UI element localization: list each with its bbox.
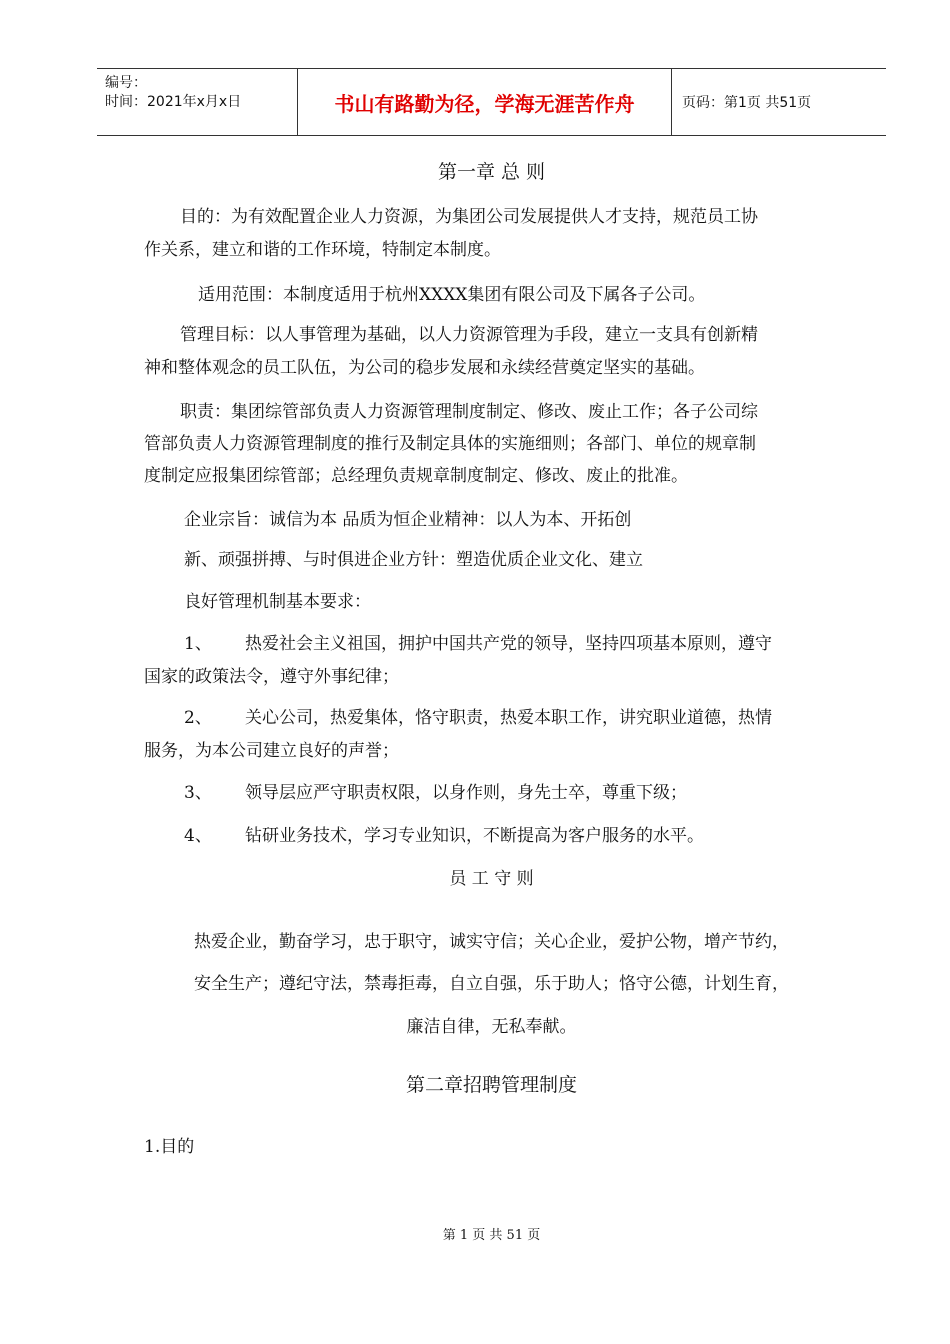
purpose-line-1: 目的：为有效配置企业人力资源，为集团公司发展提供人才支持，规范员工协 bbox=[180, 207, 758, 227]
duty-line-1: 职责：集团综管部负责人力资源管理制度制定、修改、废止工作；各子公司综 bbox=[180, 402, 758, 422]
purpose-line-2: 作关系，建立和谐的工作环境，特制定本制度。 bbox=[144, 240, 501, 260]
goal-line-1: 管理目标：以人事管理为基础，以人力资源管理为手段，建立一支具有创新精 bbox=[180, 325, 758, 345]
scope-paragraph: 适用范围：本制度适用于杭州XXXX集团有限公司及下属各子公司。 bbox=[198, 285, 706, 305]
req1-line-1: 热爱社会主义祖国，拥护中国共产党的领导，坚持四项基本原则，遵守 bbox=[245, 634, 772, 654]
employee-code-title: 员 工 守 则 bbox=[449, 869, 534, 889]
duty-line-2: 管部负责人力资源管理制度的推行及制定具体的实施细则；各部门、单位的规章制 bbox=[144, 434, 756, 454]
tenet-line-2: 新、顽强拼搏、与时俱进企业方针：塑造优质企业文化、建立 bbox=[184, 550, 643, 570]
req4-number: 4、 bbox=[184, 826, 212, 846]
employee-code-line-2: 安全生产；遵纪守法，禁毒拒毒，自立自强，乐于助人；恪守公德，计划生育， bbox=[194, 974, 789, 994]
req2-line-2: 服务，为本公司建立良好的声誉； bbox=[144, 741, 399, 761]
req1-line-2: 国家的政策法令，遵守外事纪律； bbox=[144, 667, 399, 687]
duty-line-3: 度制定应报集团综管部；总经理负责规章制度制定、修改、废止的批准。 bbox=[144, 466, 688, 486]
req2-number: 2、 bbox=[184, 708, 212, 728]
document-number-label: 编号： bbox=[105, 75, 147, 91]
req3-line-1: 领导层应严守职责权限，以身作则，身先士卒，尊重下级； bbox=[245, 783, 687, 803]
employee-code-line-1: 热爱企业，勤奋学习，忠于职守，诚实守信；关心企业，爱护公物，增产节约， bbox=[194, 932, 789, 952]
document-header bbox=[97, 68, 886, 136]
tenet-line-3: 良好管理机制基本要求： bbox=[184, 592, 371, 612]
page-footer: 第 1 页 共 51 页 bbox=[442, 1228, 541, 1243]
req3-number: 3、 bbox=[184, 783, 212, 803]
section-purpose-heading: 1.目的 bbox=[144, 1137, 195, 1157]
tenet-line-1: 企业宗旨：诚信为本 品质为恒企业精神：以人为本、开拓创 bbox=[184, 510, 632, 530]
chapter1-title: 第一章 总 则 bbox=[437, 161, 546, 183]
req2-line-1: 关心公司，热爱集体，恪守职责，热爱本职工作，讲究职业道德，热情 bbox=[245, 708, 772, 728]
goal-line-2: 神和整体观念的员工队伍，为公司的稳步发展和永续经营奠定坚实的基础。 bbox=[144, 358, 705, 378]
employee-code-line-3: 廉洁自律，无私奉献。 bbox=[406, 1017, 577, 1037]
header-meta-cell bbox=[97, 69, 298, 135]
req1-number: 1、 bbox=[184, 634, 212, 654]
header-slogan: 书山有路勤为径，学海无涯苦作舟 bbox=[298, 69, 672, 135]
req4-line-1: 钻研业务技术，学习专业知识，不断提高为客户服务的水平。 bbox=[245, 826, 704, 846]
chapter2-title: 第二章招聘管理制度 bbox=[405, 1074, 577, 1096]
document-date: 时间：2021年x月x日 bbox=[105, 94, 242, 110]
header-page-info: 页码：第1页 共51页 bbox=[682, 95, 812, 111]
